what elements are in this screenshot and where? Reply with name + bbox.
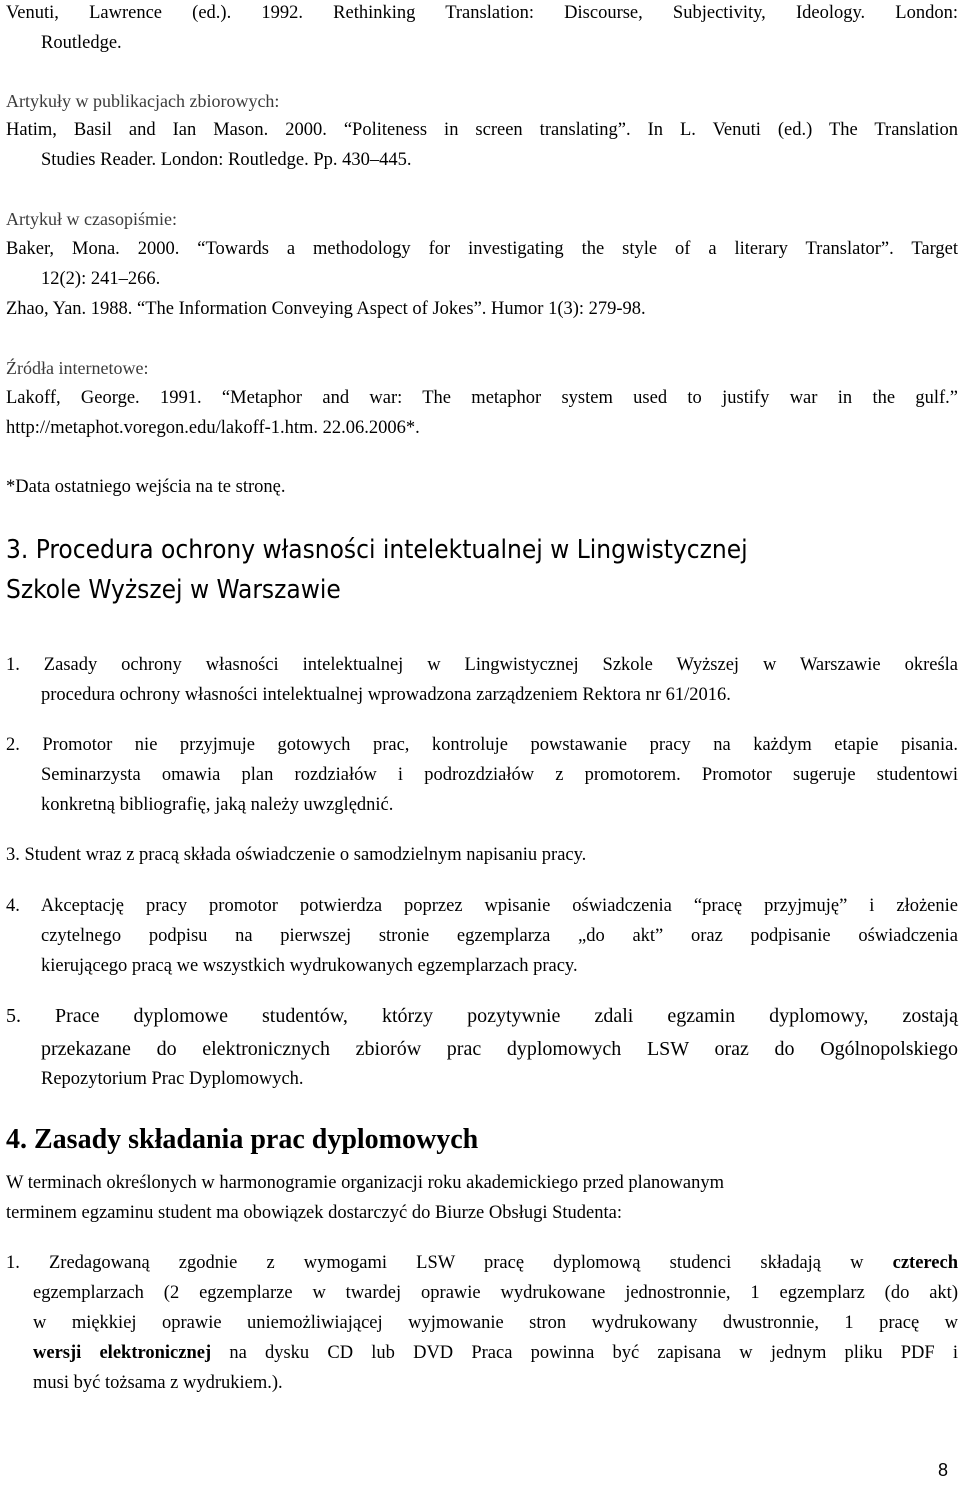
s3-p3-line1: 3. Student wraz z pracą składa oświadczenie o samodzielnym napisaniu pracy. — [6, 845, 587, 865]
s3-p4-line3: kierującego pracą we wszystkich wydrukowanych egzemplarzach pracy. — [41, 956, 578, 976]
s3-p5-line2: przekazane do elektronicznych zbiorów prac dyplomowych LSW oraz do Ogólnopolskiego — [41, 1038, 958, 1060]
s3-p2-line3: konkretną bibliografię, jaką należy uwzględnić. — [41, 795, 394, 815]
ref-lakoff-line1: Lakoff, George. 1991. “Metaphor and war: The metaphor system used to justify war in the gulf.” — [6, 388, 958, 408]
section4-title — [6, 1123, 478, 1157]
ref-lakoff-line2: http://metaphot.voregon.edu/lakoff-1.htm. 22.06.2006*. — [6, 418, 420, 438]
s4-intro-line1: W terminach określonych w harmonogramie organizacji roku akademickiego przed planowanym — [6, 1173, 724, 1193]
ref-baker-line1: Baker, Mona. 2000. “Towards a methodology for investigating the style of a literary Translator”. Target — [6, 239, 958, 259]
subheading-collective: Artykuły w publikacjach zbiorowych: — [6, 91, 280, 111]
s3-p1-line1: 1. Zasady ochrony własności intelektualnej w Lingwistycznej Szkole Wyższej w Warszawie określa — [6, 655, 958, 675]
s4-item1-bold-electronic: wersji elektronicznej — [33, 1343, 212, 1363]
s3-p1-line2: procedura ochrony własności intelektualnej wprowadzona zarządzeniem Rektora nr 61/2016. — [41, 685, 731, 705]
section3-title-line2: Szkole Wyższej w Warszawie — [6, 575, 341, 605]
subheading-journal: Artykuł w czasopiśmie: — [6, 209, 177, 229]
s3-p2-line1: 2. Promotor nie przyjmuje gotowych prac, kontroluje powstawanie pracy na każdym etapie pisania. — [6, 735, 958, 755]
s4-intro-line2: terminem egzaminu student ma obowiązek dostarczyć do Biurze Obsługi Studenta: — [6, 1203, 622, 1223]
s4-item1-line5: musi być tożsama z wydrukiem.). — [33, 1373, 283, 1393]
s3-p4-line2: czytelnego podpisu na pierwszej stronie egzemplarza „do akt” oraz podpisanie oświadczenia — [41, 926, 958, 946]
s3-p2-line2: Seminarzysta omawia plan rozdziałów i podrozdziałów z promotorem. Promotor sugeruje studentowi — [41, 765, 958, 785]
ref-baker-line2: 12(2): 241–266. — [41, 269, 161, 289]
section4-title-number: 4. — [6, 1124, 27, 1155]
section4-title-text: Zasady składania prac dyplomowych — [34, 1124, 479, 1155]
page-number: 8 — [937, 1460, 948, 1480]
s4-item1-line3: w miękkiej oprawie uniemożliwiającej wyjmowanie stron wydrukowany dwustronnie, 1 pracę w — [33, 1313, 958, 1333]
section3-title-line1: 3. Procedura ochrony własności intelektualnej w Lingwistycznej — [6, 535, 748, 565]
s4-item1-line2: egzemplarzach (2 egzemplarze w twardej oprawie wydrukowane jednostronnie, 1 egzemplarz (do akt) — [33, 1283, 958, 1303]
s4-item1-text-a: 1. Zredagowaną zgodnie z wymogami LSW pracę dyplomową studenci składają w — [6, 1253, 864, 1273]
s4-item1-text-b: na dysku CD lub DVD Praca powinna być zapisana w jednym pliku PDF i — [229, 1343, 959, 1363]
ref-venuti-line2: Routledge. — [41, 33, 122, 53]
ref-venuti-line1: Venuti, Lawrence (ed.). 1992. Rethinking Translation: Discourse, Subjectivity, Ideology. London: — [6, 3, 958, 23]
s4-item1-line1 — [6, 1250, 958, 1276]
s4-item1-bold-czterech: czterech — [892, 1253, 959, 1273]
s3-p5-line1: 5. Prace dyplomowe studentów, którzy pozytywnie zdali egzamin dyplomowy, zostają — [6, 1005, 958, 1027]
s3-p4-line1: 4. Akceptację pracy promotor potwierdza poprzez wpisanie oświadczenia “pracę przyjmuję” i złożenie — [6, 896, 958, 916]
ref-hatim-line2: Studies Reader. London: Routledge. Pp. 430–445. — [41, 150, 412, 170]
subheading-internet: Źródła internetowe: — [6, 358, 149, 378]
s3-p5-line3: Repozytorium Prac Dyplomowych. — [41, 1069, 304, 1089]
ref-hatim-line1: Hatim, Basil and Ian Mason. 2000. “Politeness in screen translating”. In L. Venuti (ed.) The Translation — [6, 120, 958, 140]
ref-zhao: Zhao, Yan. 1988. “The Information Conveying Aspect of Jokes”. Humor 1(3): 279-98. — [6, 299, 646, 319]
s4-item1-line4 — [33, 1340, 958, 1366]
access-date-note: *Data ostatniego wejścia na te stronę. — [6, 477, 286, 497]
